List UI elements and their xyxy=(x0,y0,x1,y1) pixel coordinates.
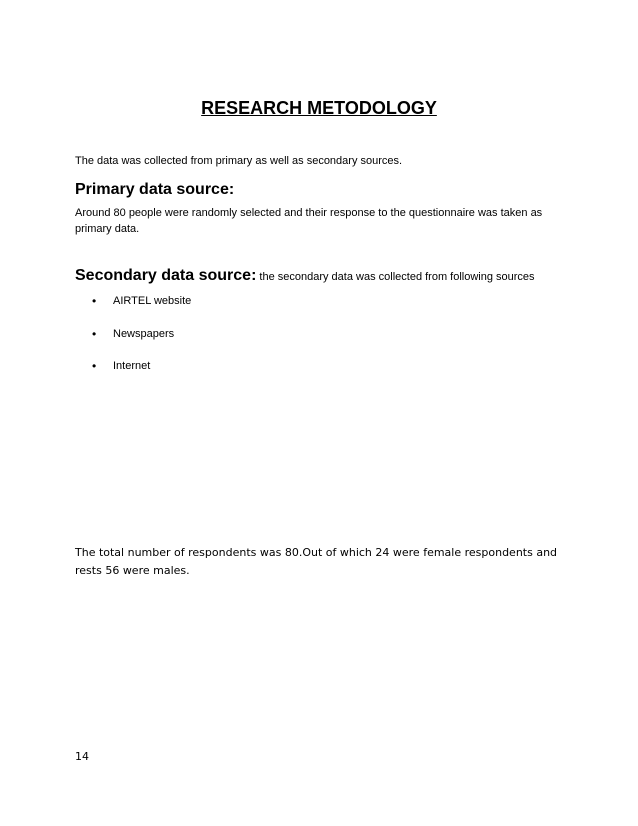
list-item xyxy=(92,294,191,327)
bullet-icon: • xyxy=(92,326,97,341)
secondary-source-description: the secondary data was collected from following sources xyxy=(259,271,535,283)
list-item xyxy=(92,327,191,360)
page-number: 14 xyxy=(75,750,89,763)
page-title: RESEARCH METODOLOGY xyxy=(201,98,437,118)
primary-source-paragraph: Around 80 people were randomly selected and their response to the questionnaire was taken as primary data. xyxy=(75,207,543,235)
source-label: Internet xyxy=(113,360,151,372)
bullet-icon: • xyxy=(92,359,97,373)
secondary-sources-list xyxy=(92,294,191,392)
source-label: AIRTEL website xyxy=(113,295,192,307)
intro-paragraph: The data was collected from primary as well as secondary sources. xyxy=(75,155,403,167)
list-item xyxy=(92,359,191,392)
primary-source-heading: Primary data source: xyxy=(75,181,235,198)
bullet-icon: • xyxy=(92,294,97,308)
secondary-source-line xyxy=(75,266,535,287)
secondary-source-heading: Secondary data source: xyxy=(75,267,257,284)
source-label: Newspapers xyxy=(113,327,175,340)
respondents-summary: The total number of respondents was 80.Out of which 24 were female respondents and rests 56 were males. xyxy=(75,546,558,577)
